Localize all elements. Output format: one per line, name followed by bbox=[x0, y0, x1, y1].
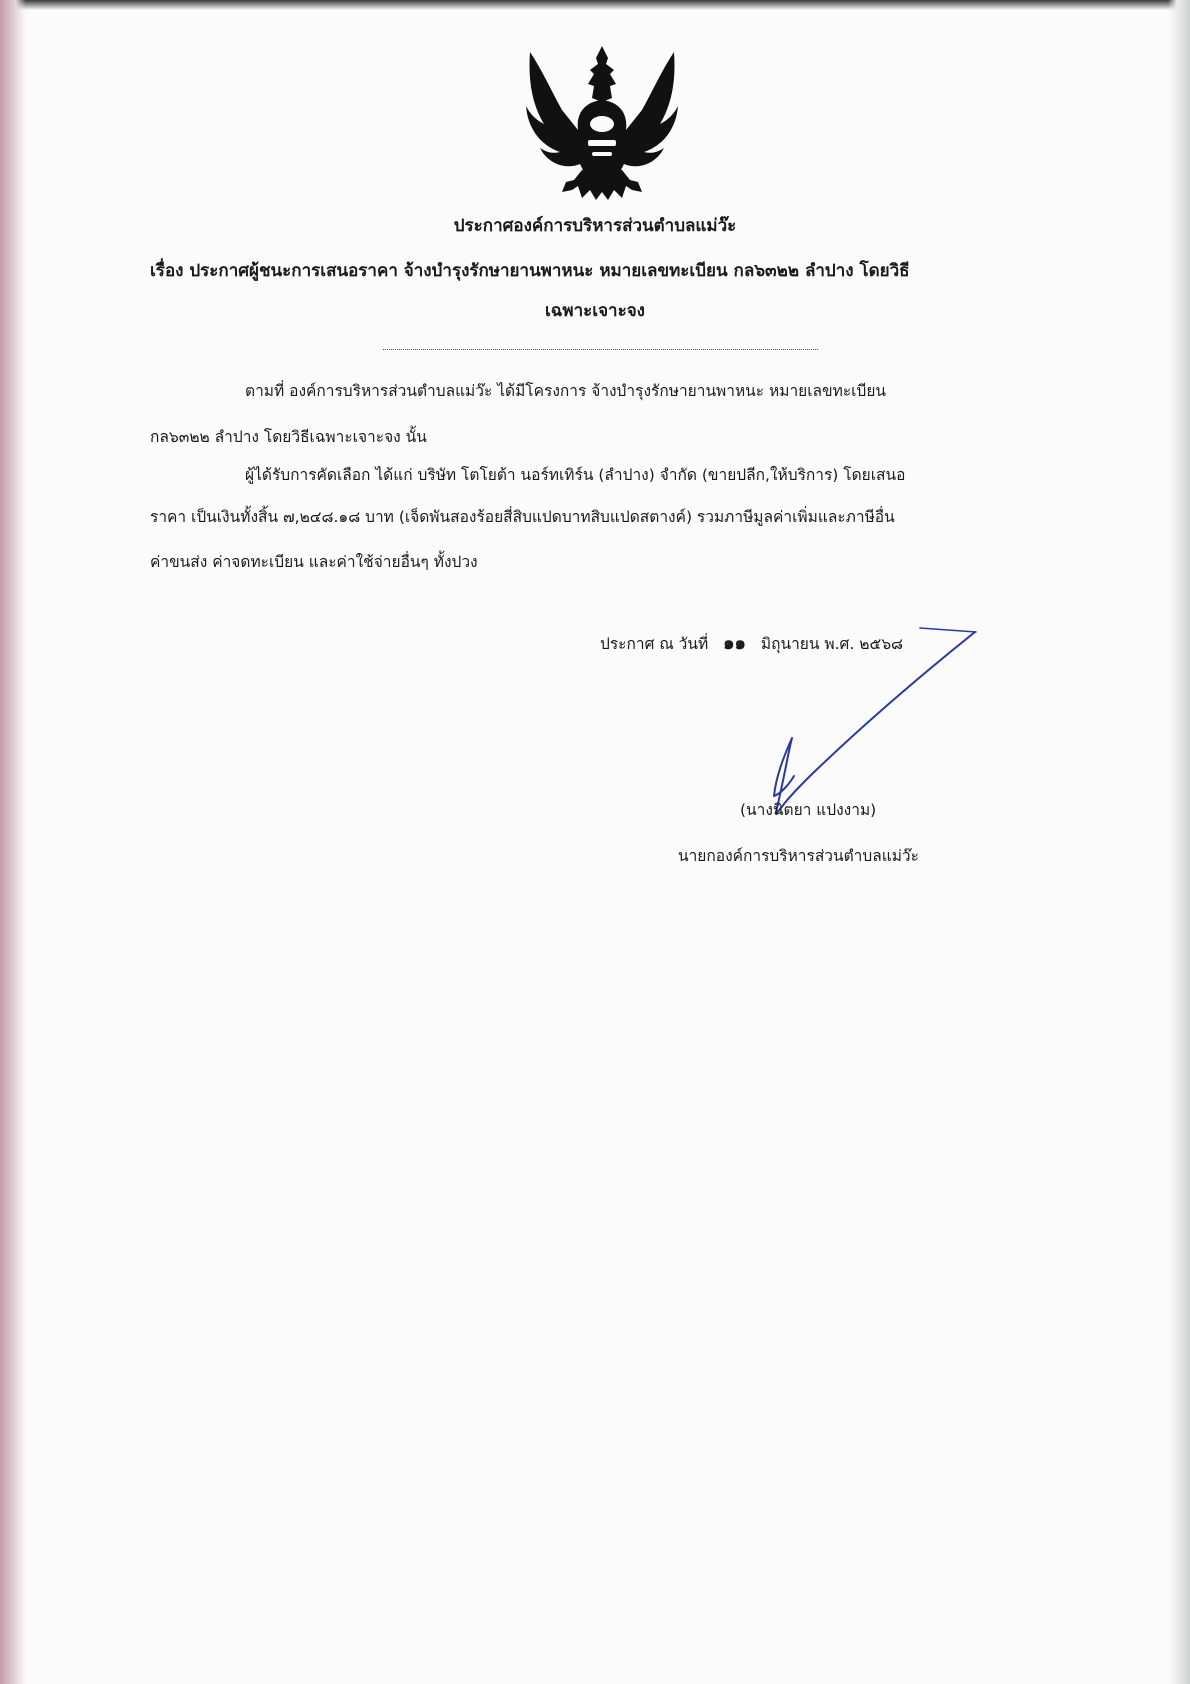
body-paragraph-1-line-1: ตามที่ องค์การบริหารส่วนตำบลแม่ว๊ะ ได้มีโครงการ จ้างบำรุงรักษายานพาหนะ หมายเลขทะเบียน bbox=[245, 382, 886, 400]
announcement-subject: เรื่อง ประกาศผู้ชนะการเสนอราคา จ้างบำรุงรักษายานพาหนะ หมายเลขทะเบียน กล๖๓๒๒ ลำปาง โดยวิธี bbox=[150, 261, 910, 281]
scan-right-edge bbox=[1168, 0, 1190, 1684]
date-month-year: มิถุนายน พ.ศ. ๒๕๖๘ bbox=[760, 635, 903, 653]
date-prefix: ประกาศ ณ วันที่ bbox=[600, 635, 709, 653]
body-paragraph-1-line-2: กล๖๓๒๒ ลำปาง โดยวิธีเฉพาะเจาะจง นั้น bbox=[150, 428, 427, 446]
signer-position: นายกองค์การบริหารส่วนตำบลแม่ว๊ะ bbox=[678, 847, 919, 865]
announcement-subject-continued: เฉพาะเจาะจง bbox=[545, 301, 645, 321]
body-paragraph-2-line-1: ผู้ได้รับการคัดเลือก ได้แก่ บริษัท โตโยต้า นอร์ทเทิร์น (ลำปาง) จำกัด (ขายปลีก,ให้บริการ) โดยเสนอ bbox=[245, 466, 906, 484]
title-divider bbox=[383, 349, 818, 350]
scan-left-edge bbox=[0, 0, 26, 1684]
body-paragraph-2-line-2: ราคา เป็นเงินทั้งสิ้น ๗,๒๔๘.๑๘ บาท (เจ็ดพันสองร้อยสี่สิบแปดบาทสิบแปดสตางค์) รวมภาษีมูลค่าเพิ่มและภาษีอื่น bbox=[150, 508, 895, 526]
announcement-title: ประกาศองค์การบริหารส่วนตำบลแม่ว๊ะ bbox=[453, 216, 737, 236]
handwritten-signature bbox=[770, 626, 980, 826]
date-day: ๑๑ bbox=[723, 633, 746, 654]
body-paragraph-2-line-3: ค่าขนส่ง ค่าจดทะเบียน และค่าใช้จ่ายอื่นๆ ทั้งปวง bbox=[150, 553, 478, 571]
signer-name: (นางนิตยา แปงงาม) bbox=[740, 801, 877, 819]
scan-top-edge bbox=[0, 0, 1190, 10]
garuda-emblem-icon bbox=[522, 40, 682, 206]
